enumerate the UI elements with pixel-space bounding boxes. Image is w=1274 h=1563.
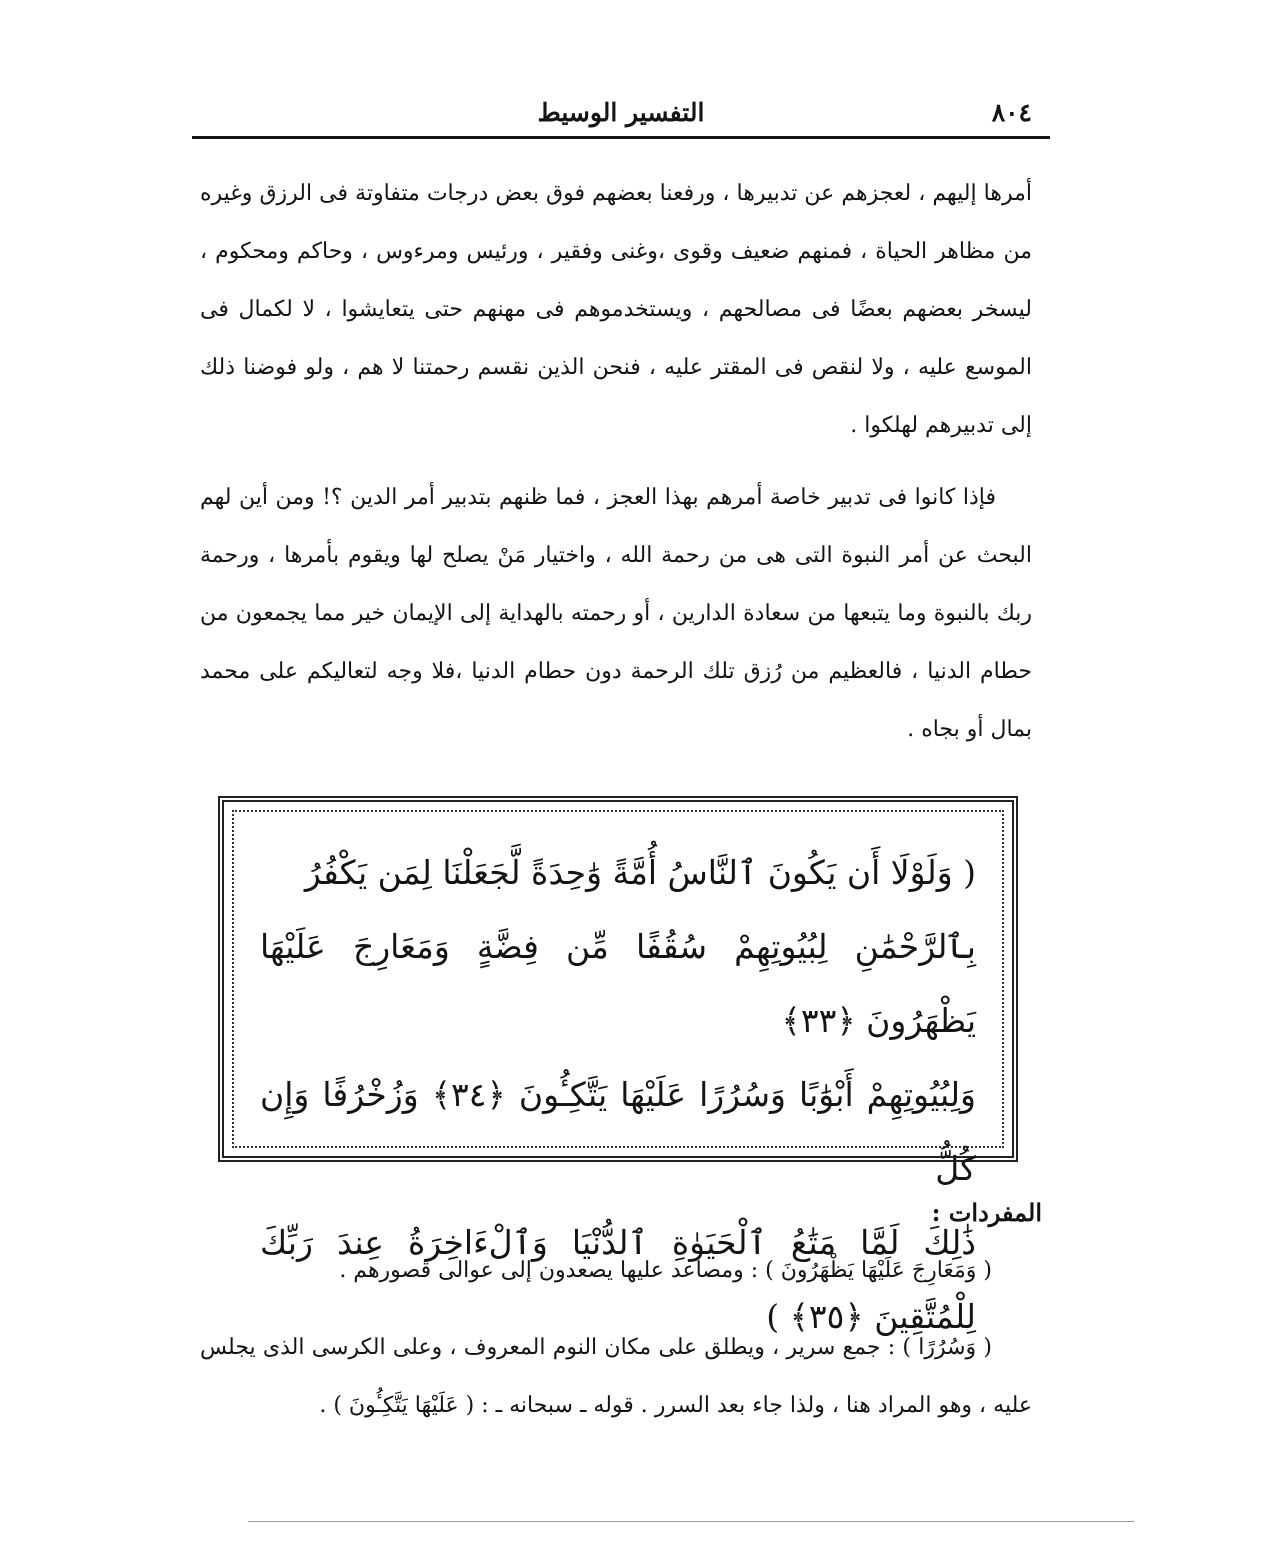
quran-verse-line: بِٱلرَّحْمَٰنِ لِبُيُوتِهِمْ سُقُفًا مِّن فِضَّةٍ وَمَعَارِجَ عَلَيْهَا يَظْهَرُونَ ﴿٣٣﴾ [260,927,976,1040]
vocabulary-heading: المفردات : [931,1198,1042,1227]
quran-verse-line: وَلِبُيُوتِهِمْ أَبْوَٰبًا وَسُرُرًا عَلَيْهَا يَتَّكِـُٔونَ ﴿٣٤﴾ وَزُخْرُفًا وَإِن كُلُّ [260,1075,976,1188]
vocabulary-entry: ( وَمَعَارِجَ عَلَيْهَا يَظْهَرُونَ ) : ومصاعد عليها يصعدون إلى عوالى قصورهم . [339,1258,992,1283]
quran-verse-line: ذَٰلِكَ لَمَّا مَتَٰعُ ٱلْحَيَوٰةِ ٱلدُّنْيَا وَٱلْءَاخِرَةُ عِندَ رَبِّكَ لِلْمُتَّقِينَ ﴿٣٥﴾ ) [260,1223,976,1336]
vocabulary-entry: ( وَسُرُرًا ) : جمع سرير ، ويطلق على مكان النوم المعروف ، وعلى الكرسى الذى يجلس عليه ، وهو المراد هنا ، ولذا جاء بعد السرر . قوله ـ سبحانه ـ : ( عَلَيْهَا يَتَّكِـُٔونَ ) . [200,1335,1032,1418]
running-title: التفسير الوسيط [537,98,705,127]
page-number: ٨٠٤ [991,98,1032,127]
paragraph: أمرها إليهم ، لعجزهم عن تدبيرها ، ورفعنا بعضهم فوق بعض درجات متفاوتة فى الرزق وغيره من مظاهر الحياة ، فمنهم ضعيف وقوى ،وغنى وفقير ، ورئيس ومرءوس ، وحاكم ومحكوم ، ليسخر بعضهم بعضًا فى مصالحهم ، ويستخدموهم فى مهنهم حتى يتعايشوا ، لا لكمال فى الموسع عليه ، ولا لنقص فى المقتر عليه ، فنحن الذين نقسم رحمتنا لا هم ، ولو فوضنا ذلك إلى تدبيرهم لهلكوا . [200,181,1032,438]
paragraph: فإذا كانوا فى تدبير خاصة أمرهم بهذا العجز ، فما ظنهم بتدبير أمر الدين ؟! ومن أين لهم البحث عن أمر النبوة التى هى من رحمة الله ، واختيار مَنْ يصلح لها ويقوم بأمرها ، ورحمة ربك بالنبوة وما يتبعها من سعادة الدارين ، أو رحمته بالهداية إلى الإيمان خير مما يجمعون من حطام الدنيا ، فالعظيم من رُزق تلك الرحمة دون حطام الدنيا ،فلا وجه لتعاليكم على محمد بمال أو بجاه . [200,485,1032,742]
quran-verse-line: ( وَلَوْلَا أَن يَكُونَ ٱلنَّاسُ أُمَّةً وَٰحِدَةً لَّجَعَلْنَا لِمَن يَكْفُرُ [304,853,976,892]
footer-rule [248,1521,1134,1522]
page-header [192,96,1050,134]
header-rule [192,136,1050,139]
